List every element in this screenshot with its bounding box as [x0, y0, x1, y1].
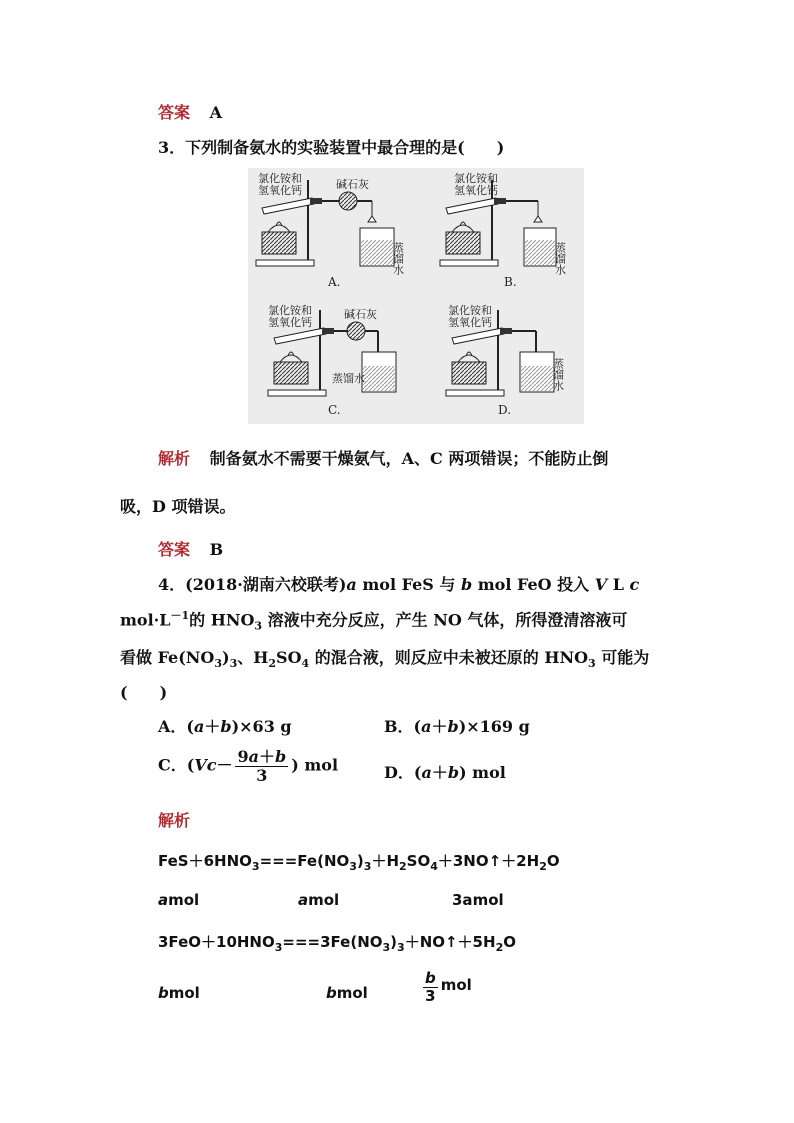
- water-label: 蒸馏水: [551, 358, 565, 391]
- q3-stem-text: 下列制备氨水的实验装置中最合理的是( ): [185, 138, 505, 157]
- water-label: 蒸馏水: [332, 372, 365, 385]
- q4-stem-line-2: $mol\cdot L^{-1}$的 $HNO_3$ 溶液中充分反应，产生 NO 气体，所得澄清溶液可: [120, 609, 628, 633]
- mole-unit: mol: [336, 984, 368, 1002]
- q3-stem: [158, 135, 504, 158]
- panel-caption: B.: [504, 275, 517, 289]
- water-label: 蒸馏水: [553, 242, 567, 275]
- panel-d: [446, 303, 565, 417]
- answer-label: 答案: [158, 540, 191, 559]
- reagent-label-2: 氢氧化钙: [258, 184, 302, 197]
- option-d: D．(a＋b) mol: [384, 763, 506, 782]
- fraction: [423, 970, 438, 1004]
- reagent-label-2: 氢氧化钙: [454, 184, 498, 197]
- mole-value: b: [326, 984, 337, 1002]
- drying-tube-icon: [347, 322, 365, 340]
- apparatus-figure-svg: [248, 168, 584, 424]
- reagent-label-1: 氯化铵和: [454, 172, 498, 185]
- option-b: B．(a＋b)×169 g: [384, 717, 530, 736]
- analysis-label: 解析: [158, 449, 191, 468]
- analysis-text: 制备氨水不需要干燥氨气，A、C 两项错误；不能防止倒: [209, 449, 609, 468]
- answer-value: A: [209, 103, 223, 122]
- fraction-numerator: b: [425, 969, 436, 987]
- panel-b: [440, 171, 567, 289]
- water-label: 蒸馏水: [391, 242, 405, 275]
- reagent-label-1: 氯化铵和: [268, 304, 312, 317]
- option-c: C．(Vc－ $\frac{9a+b}{3}$ ) mol: [158, 747, 339, 785]
- mole-unit: mol: [440, 975, 472, 994]
- q3-answer-row: [158, 537, 223, 560]
- answer-label: 答案: [158, 103, 191, 122]
- q3-number: 3．: [158, 138, 186, 157]
- answer-value: B: [209, 540, 224, 559]
- mole-value: 3a: [452, 891, 473, 909]
- panel-caption: D.: [498, 403, 512, 417]
- panel-a: [256, 171, 405, 289]
- mole-row-1: [158, 891, 504, 909]
- reagent-label-2: 氢氧化钙: [448, 316, 492, 329]
- dryer-label: 碱石灰: [344, 308, 377, 321]
- panel-caption: A.: [328, 275, 341, 289]
- dryer-label: 碱石灰: [336, 178, 369, 191]
- mole-unit: mol: [168, 891, 200, 909]
- mole-unit: mol: [168, 984, 200, 1002]
- fraction: $\frac{9a+b}{3}$: [237, 747, 287, 785]
- q4-number: 4．: [158, 575, 186, 594]
- option-a: A．(a＋b)×63 g: [158, 717, 292, 736]
- mole-value: a: [298, 891, 309, 909]
- q4-stem-line-4: ( ): [120, 683, 168, 702]
- q4-stem-line-3: 看做 $Fe(NO_3)_3$、$H_2SO_4$ 的混合液，则反应中未被还原的 $HNO_3$ 可能为: [120, 648, 650, 671]
- reagent-label-1: 氯化铵和: [448, 304, 492, 317]
- mole-unit: mol: [308, 891, 340, 909]
- q4-source: (2018·湖南六校联考): [185, 575, 347, 594]
- mole-value: b: [158, 984, 169, 1002]
- q4-analysis-label: 解析: [158, 811, 191, 830]
- q3-analysis-line-2: 吸，D 项错误。: [120, 497, 236, 516]
- drying-tube-icon: [339, 192, 357, 210]
- equation-1: $FeS+6HNO_3===Fe(NO_3)_3+H_2SO_4+3NO↑+2H_2O$: [158, 852, 560, 873]
- mole-unit: mol: [472, 891, 504, 909]
- q4-stem-line-1: 4．(2018·湖南六校联考)a mol FeS 与 b mol FeO 投入 V L c: [158, 575, 640, 594]
- mole-value: a: [158, 891, 169, 909]
- q3-analysis-line-1: [158, 446, 608, 469]
- panel-c: [268, 303, 396, 417]
- apparatus-figure: [248, 168, 584, 424]
- panel-caption: C.: [328, 403, 341, 417]
- q2-answer-row: [158, 100, 222, 123]
- fraction-denominator: 3: [425, 986, 436, 1005]
- reagent-label-2: 氢氧化钙: [268, 316, 312, 329]
- equation-2: $3FeO+10HNO_3===3Fe(NO_3)_3+NO↑+5H_2O$: [158, 933, 516, 954]
- reagent-label-1: 氯化铵和: [258, 172, 302, 185]
